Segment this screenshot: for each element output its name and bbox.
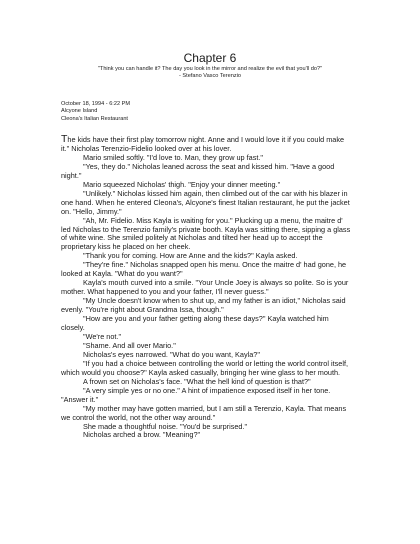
- paragraph: "Shame. And all over Mario.": [83, 340, 176, 350]
- paragraph: "How are you and your father getting along these days?" Kayla watched him closely.: [61, 314, 329, 333]
- paragraph: "Yes, they do." Nicholas leaned across the seat and kissed him. "Have a good night.": [61, 161, 335, 180]
- chapter-body: [61, 135, 354, 440]
- paragraph: Mario smiled softly. "I'd love to. Man, they grow up fast.": [83, 152, 264, 162]
- paragraph: "My mother may have gotten married, but I am still a Terenzio, Kayla. That means we control the world, not the other way around.": [61, 403, 347, 422]
- paragraph: Nicholas's eyes narrowed. "What do you want, Kayla?": [83, 349, 260, 359]
- paragraph: "Unlikely." Nicholas kissed him again, then climbed out of the car with his blazer in one hand. When he entered Cleona's, Alcyone's finest Italian restaurant, he put the jacket on. "Hello, Jimmy.": [61, 188, 350, 216]
- scene-heading: [61, 101, 130, 123]
- paragraph: "Thank you for coming. How are Anne and the kids?" Kayla asked.: [83, 251, 298, 261]
- scene-venue: Cleona's Italian Restaurant: [61, 115, 128, 122]
- paragraph: "A very simple yes or no one." A hint of impatience exposed itself in her tone. "Answer it.": [61, 385, 331, 404]
- chapter-title: Chapter 6: [183, 51, 237, 65]
- paragraph: Nicholas arched a brow. "Meaning?": [83, 430, 201, 440]
- paragraph: A frown set on Nicholas's face. "What the hell kind of question is that?": [83, 376, 311, 386]
- epigraph-quote: "Think you can handle it? The day you look in the mirror and realize the evil that you'll do?": [97, 66, 323, 72]
- paragraph: "Ah, Mr. Fidelio. Miss Kayla is waiting for you." Plucking up a menu, the maitre d' led Nicholas to the Terenzio family's private booth. Kayla was sitting there, sipping a glass of white wine. She smiled politely at Nicholas and tilted her head up to accept the proprietary kiss he placed on her cheek.: [61, 215, 351, 252]
- paragraph: "If you had a choice between controlling the world or letting the world control itself, which would you choose?" Kayla asked casually, bringing her wine glass to her mouth.: [61, 358, 349, 377]
- drop-cap: T: [61, 133, 68, 145]
- paragraph: "My Uncle doesn't know when to shut up, and my father is an idiot," Nicholas said evenly. "You're right about Grandma Issa, though.": [61, 296, 346, 315]
- first-paragraph: [61, 135, 354, 154]
- paragraph: "They're fine." Nicholas snapped open his menu. Once the maitre d' had gone, he looked at Kayla. "What do you want?": [61, 260, 347, 279]
- paragraph: "We're not.": [83, 331, 122, 341]
- paragraph-list: [61, 154, 354, 441]
- epigraph-author: - Stefano Vasco Terenzio: [179, 73, 241, 79]
- epigraph: [0, 66, 420, 80]
- scene-date: October 18, 1994 - 6:22 PM: [61, 101, 131, 107]
- paragraph: Mario squeezed Nicholas' thigh. "Enjoy your dinner meeting.": [83, 179, 281, 189]
- paragraph: She made a thoughtful noise. "You'd be surprised.": [83, 421, 248, 431]
- paragraph: Kayla's mouth curved into a smile. "Your Uncle Joey is always so polite. So is your mother. What happened to you and your father, I'll never guess.": [61, 278, 349, 297]
- scene-place: Alcyone Island: [61, 108, 98, 115]
- first-paragraph-text: he kids have their first play tomorrow night. Anne and I would love it if you could make it." Nicholas Terenzio-Fidelio looked over at his lover.: [61, 135, 345, 153]
